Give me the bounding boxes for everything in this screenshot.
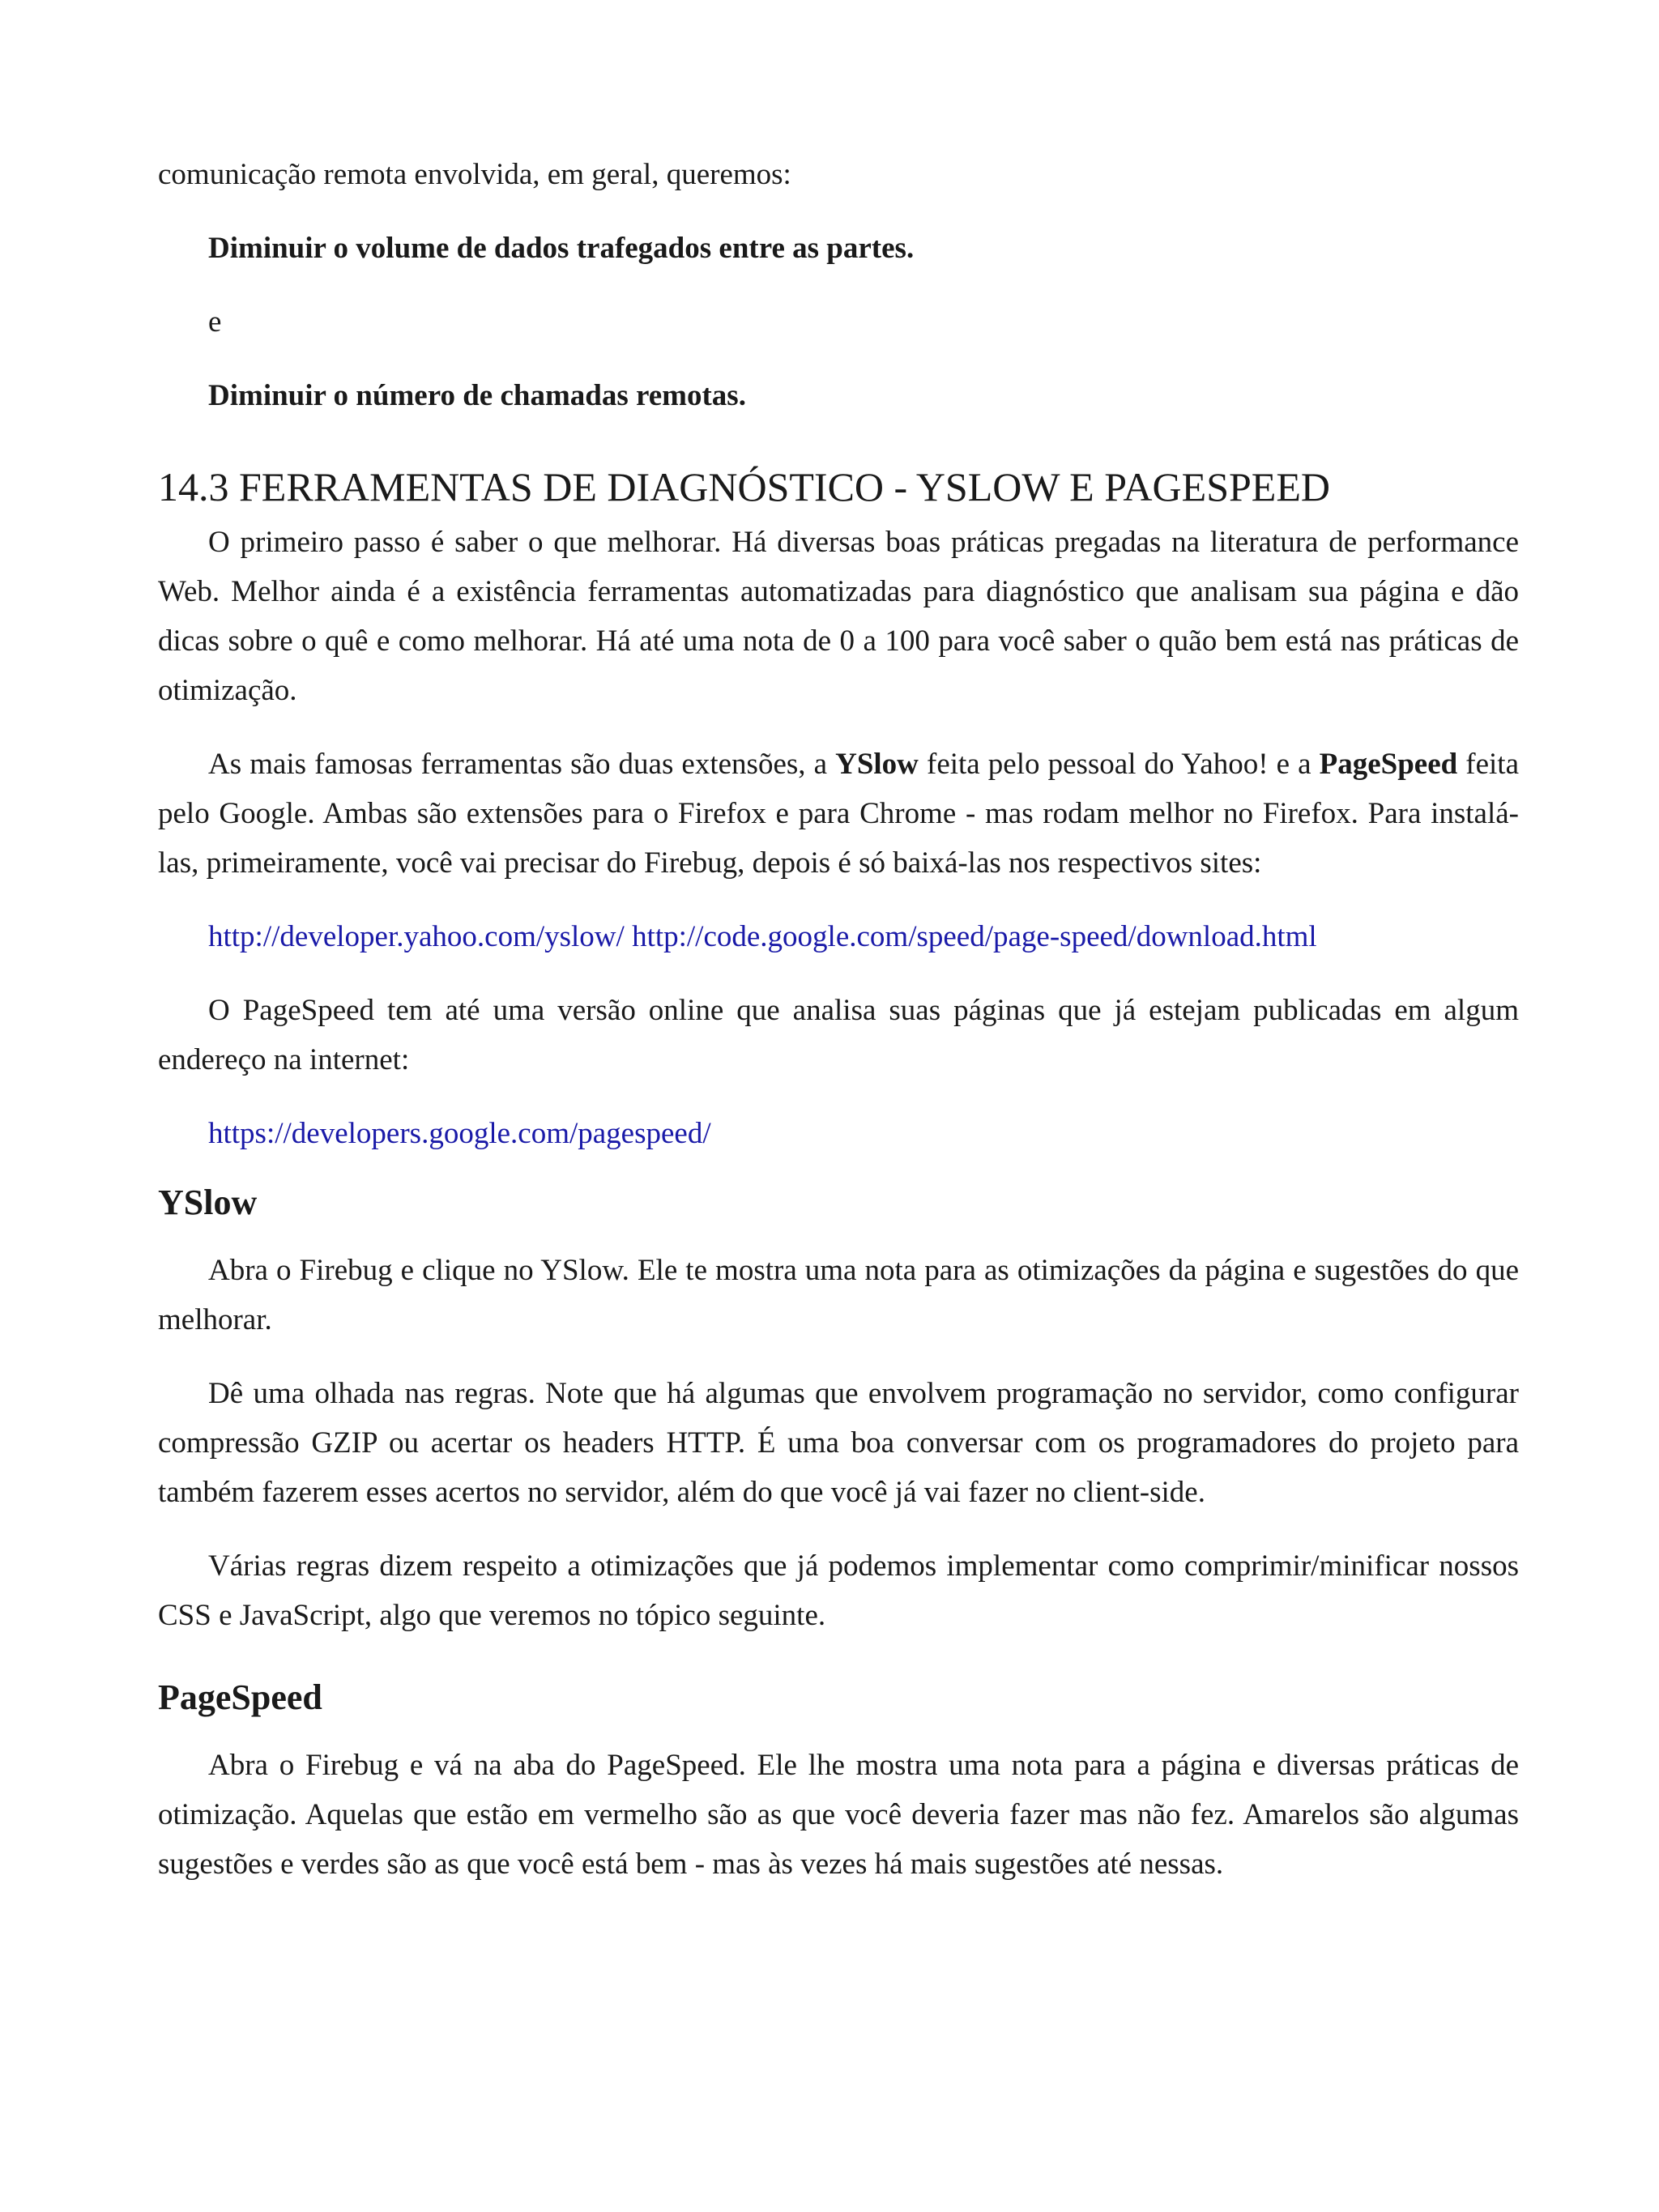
link-pagespeed-online[interactable]: https://developers.google.com/pagespeed/ xyxy=(208,1117,711,1150)
conjunction: e xyxy=(208,305,222,339)
paragraph-extensions xyxy=(158,739,1519,888)
p2-part-a: As mais famosas ferramentas são duas extensões, a xyxy=(208,748,836,781)
p2-part-b: feita pelo pessoal do Yahoo! e a xyxy=(918,748,1320,781)
yslow-paragraph-3: Várias regras dizem respeito a otimizações que já podemos implementar como comprimir/minificar nossos CSS e JavaScript, algo que veremos no tópico seguinte. xyxy=(158,1549,1519,1632)
p2-part-c: feita pelo Google. Ambas são extensões para o Firefox e para Chrome - mas rodam melhor no Firefox. Para instalá-las, primeiramente, você vai precisar do Firebug, depois é só baixá-las nos respectivos sites: xyxy=(158,748,1520,880)
link-yslow[interactable]: http://developer.yahoo.com/yslow/ xyxy=(208,920,625,953)
yslow-paragraph-1: Abra o Firebug e clique no YSlow. Ele te mostra uma nota para as otimizações da página e sugestões do que melhorar. xyxy=(158,1254,1519,1336)
paragraph-intro-tools: O primeiro passo é saber o que melhorar. Há diversas boas práticas pregadas na literatura de performance Web. Melhor ainda é a existência ferramentas automatizadas para diagnóstico que analisam sua página e dão dicas sobre o quê e como melhorar. Há até uma nota de 0 a 100 para você saber o quão bem está nas práticas de otimização. xyxy=(158,526,1519,707)
goal-1 xyxy=(158,224,1519,273)
goal-2-text: Diminuir o número de chamadas remotas. xyxy=(208,379,746,412)
goal-2 xyxy=(158,371,1519,420)
pagespeed-heading: PageSpeed xyxy=(158,1677,322,1717)
yslow-heading: YSlow xyxy=(158,1183,258,1222)
yslow-paragraph-2: Dê uma olhada nas regras. Note que há algumas que envolvem programação no servidor, como configurar compressão GZIP ou acertar os headers HTTP. É uma boa conversar com os programadores do projeto para também fazerem esses acertos no servidor, além do que você já vai fazer no client-side. xyxy=(158,1377,1519,1509)
intro-line: comunicação remota envolvida, em geral, queremos: xyxy=(158,158,791,191)
document-page xyxy=(158,150,1519,1889)
paragraph-pagespeed-online: O PageSpeed tem até uma versão online que analisa suas páginas que já estejam publicadas em algum endereço na internet: xyxy=(158,994,1519,1076)
pagespeed-paragraph-1: Abra o Firebug e vá na aba do PageSpeed. Ele lhe mostra uma nota para a página e diversas práticas de otimização. Aquelas que estão em vermelho são as que você deveria fazer mas não fez. Amarelos são algumas sugestões e verdes são as que você está bem - mas às vezes há mais sugestões até nessas. xyxy=(158,1749,1519,1881)
link-pagespeed-download[interactable]: http://code.google.com/speed/page-speed/download.html xyxy=(632,920,1317,953)
pagespeed-name: PageSpeed xyxy=(1319,748,1458,781)
section-title: 14.3 FERRAMENTAS DE DIAGNÓSTICO - YSLOW E PAGESPEED xyxy=(158,464,1330,509)
download-links xyxy=(158,912,1519,961)
yslow-name: YSlow xyxy=(835,748,919,781)
goal-1-text: Diminuir o volume de dados trafegados entre as partes. xyxy=(208,232,915,265)
online-link xyxy=(158,1109,1519,1158)
